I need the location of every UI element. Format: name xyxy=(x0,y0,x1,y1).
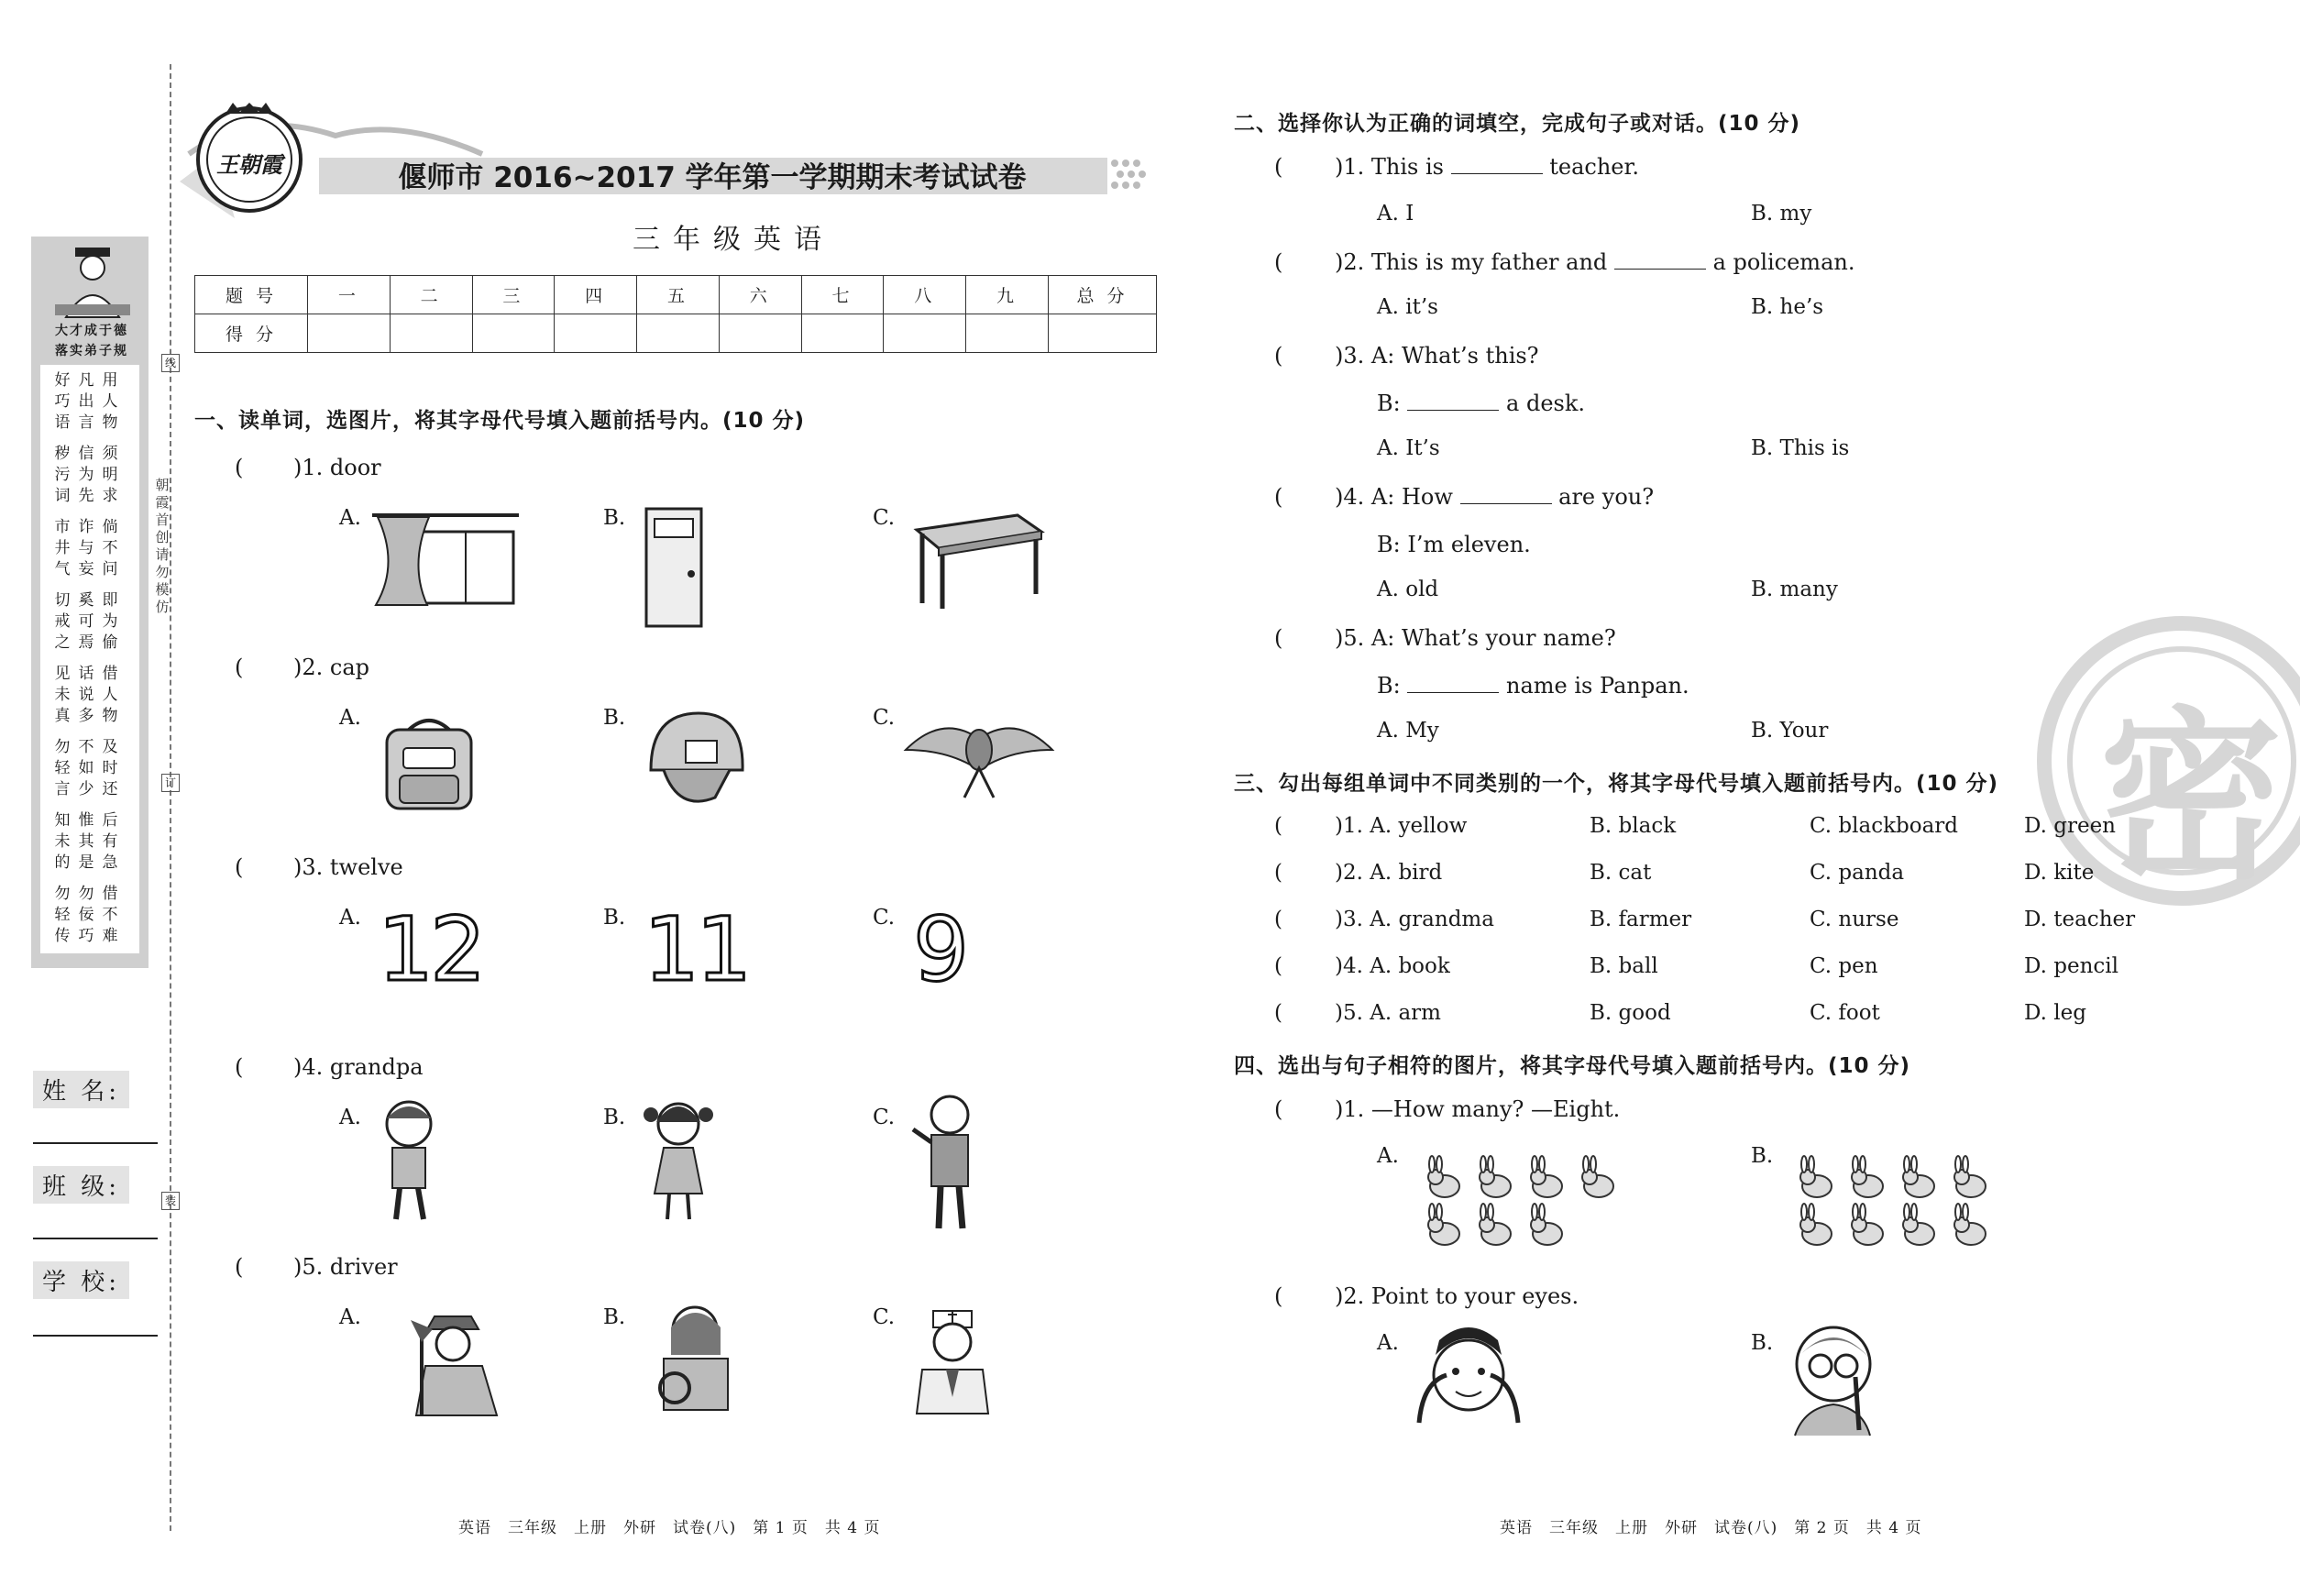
s2-q3-stem: )3. A: What’s this? xyxy=(1335,343,1539,369)
answer-paren[interactable]: ( xyxy=(235,1054,244,1080)
fill-blank[interactable] xyxy=(1407,674,1499,693)
s3-row-1-option-a: )1. A. yellow xyxy=(1335,814,1468,838)
fill-blank[interactable] xyxy=(1451,155,1543,174)
motto-line-1: 大才成于德 xyxy=(55,324,128,338)
banner-dots-icon xyxy=(1109,156,1155,196)
motto-column: 好巧语 xyxy=(54,371,71,432)
s3-row-4-option-d: D. pencil xyxy=(2024,954,2118,978)
s2-q1-option-b: B. my xyxy=(1751,202,1812,226)
s3-row-2-option-c: C. panda xyxy=(1810,861,1905,885)
doctor-icon xyxy=(911,1305,994,1415)
number-9-picture: 9 xyxy=(913,898,966,1001)
s4-q2-stem: )2. Point to your eyes. xyxy=(1335,1283,1579,1309)
schoolbag-icon xyxy=(372,711,486,814)
motto-column: 切戒之 xyxy=(54,591,71,652)
s1-q4-option-b: B. xyxy=(603,1106,626,1129)
score-cell[interactable] xyxy=(884,314,966,353)
s2-q3-line2-a: B: xyxy=(1377,391,1401,416)
exam-title: 偃师市 2016~2017 学年第一学期期末考试试卷 xyxy=(398,161,1027,194)
s2-q1-stem xyxy=(1335,154,1639,180)
cap-icon xyxy=(642,706,748,814)
s2-q2-stem-b: a policeman. xyxy=(1712,249,1855,275)
answer-paren[interactable]: ( xyxy=(1274,625,1283,651)
motto-column: 倘不问 xyxy=(102,518,118,578)
s1-q3-stem: )3. twelve xyxy=(293,854,403,880)
s2-q2-option-a: A. it’s xyxy=(1377,295,1438,319)
score-cell[interactable] xyxy=(637,314,720,353)
score-cell[interactable] xyxy=(390,314,472,353)
s2-q5-line2 xyxy=(1377,673,1689,699)
answer-paren[interactable]: ( xyxy=(235,655,244,680)
s3-row-3-option-d: D. teacher xyxy=(2024,908,2136,931)
rabbit-icon xyxy=(1525,1205,1568,1249)
footer-right: 英语 三年级 上册 外研 试卷(八) 第 2 页 共 4 页 xyxy=(1500,1519,1922,1537)
name-field[interactable] xyxy=(33,1142,158,1144)
row-header-score: 得 分 xyxy=(195,314,308,353)
s3-row-3-option-c: C. nurse xyxy=(1810,908,1899,931)
rabbit-icon xyxy=(1474,1157,1516,1201)
man-pointing-glasses-icon xyxy=(1786,1320,1877,1437)
answer-paren[interactable]: ( xyxy=(235,854,244,880)
fill-blank[interactable] xyxy=(1460,485,1552,504)
s2-q5-line2-a: B: xyxy=(1377,673,1401,699)
s4-q2-option-a: A. xyxy=(1377,1331,1399,1355)
class-label: 班 级: xyxy=(33,1166,129,1204)
exam-subtitle: 三年级英语 xyxy=(633,224,834,256)
rabbit-icon xyxy=(1423,1205,1465,1249)
col-3: 三 xyxy=(472,276,555,314)
motto-column: 勿轻传 xyxy=(54,885,71,945)
s2-q4-stem-a: )4. A: How xyxy=(1335,484,1453,510)
s2-q4-option-a: A. old xyxy=(1377,578,1439,601)
s3-row-5-option-a: )5. A. arm xyxy=(1335,1001,1441,1025)
rabbit-icon xyxy=(1949,1157,1991,1201)
s1-q3-option-b: B. xyxy=(603,906,626,930)
s4-q1-option-b: B. xyxy=(1751,1144,1774,1168)
s2-q3-option-b: B. This is xyxy=(1751,436,1850,460)
col-9: 九 xyxy=(966,276,1049,314)
score-cell[interactable] xyxy=(801,314,884,353)
fill-blank[interactable] xyxy=(1614,250,1706,270)
s2-q1-option-a: A. I xyxy=(1377,202,1414,226)
s1-q1-option-a: A. xyxy=(339,506,361,530)
motto-column: 知未的 xyxy=(54,811,71,872)
rabbit-icon xyxy=(1898,1157,1940,1201)
answer-paren[interactable]: ( xyxy=(1274,814,1282,838)
grandpa-icon xyxy=(908,1091,985,1234)
col-6: 六 xyxy=(719,276,801,314)
answer-paren[interactable]: ( xyxy=(1274,861,1282,885)
score-cell[interactable] xyxy=(472,314,555,353)
rabbit-icon xyxy=(1795,1157,1837,1201)
section1-title: 一、读单词，选图片，将其字母代号填入题前括号内。(10 分) xyxy=(194,409,806,433)
s2-q3-line2 xyxy=(1377,391,1585,416)
motto-line-2: 落实弟子规 xyxy=(55,344,128,358)
s1-q4-option-a: A. xyxy=(339,1106,361,1129)
fill-blank[interactable] xyxy=(1407,391,1499,411)
answer-paren[interactable]: ( xyxy=(235,455,244,480)
col-7: 七 xyxy=(801,276,884,314)
bird-kite-icon xyxy=(906,713,1052,801)
s3-row-4-option-c: C. pen xyxy=(1810,954,1878,978)
s2-q4-stem xyxy=(1335,484,1654,510)
s1-q1-stem: )1. door xyxy=(293,455,381,480)
s3-row-2-option-d: D. kite xyxy=(2024,861,2095,885)
score-value-row xyxy=(195,314,1157,353)
score-cell[interactable] xyxy=(1049,314,1157,353)
score-cell[interactable] xyxy=(308,314,391,353)
s1-q4-option-c: C. xyxy=(873,1106,896,1129)
motto-column: 即为偷 xyxy=(102,591,118,652)
s3-row-1-option-d: D. green xyxy=(2024,814,2116,838)
s2-q2-stem-a: )2. This is my father and xyxy=(1335,249,1608,275)
s3-row-2-option-b: B. cat xyxy=(1590,861,1652,885)
s2-q5-option-a: A. My xyxy=(1377,719,1439,743)
s3-row-5-option-c: C. foot xyxy=(1810,1001,1880,1025)
s1-q2-stem: )2. cap xyxy=(293,655,370,680)
seal-mark-1: 线 xyxy=(161,354,180,372)
score-cell[interactable] xyxy=(719,314,801,353)
rabbit-icon xyxy=(1846,1205,1888,1249)
s3-row-1-option-b: B. black xyxy=(1590,814,1677,838)
s3-row-2-option-a: )2. A. bird xyxy=(1335,861,1443,885)
answer-paren[interactable]: ( xyxy=(1274,343,1283,369)
motto-column: 勿轻言 xyxy=(54,738,71,798)
answer-paren[interactable]: ( xyxy=(1274,1096,1283,1122)
s1-q5-option-b: B. xyxy=(603,1305,626,1329)
name-label: 姓 名: xyxy=(33,1071,129,1108)
s2-q4-line2: B: I’m eleven. xyxy=(1377,532,1531,557)
class-field[interactable] xyxy=(33,1238,158,1239)
s1-q3-option-a: A. xyxy=(339,906,361,930)
answer-paren[interactable]: ( xyxy=(1274,1283,1283,1309)
window-curtain-icon xyxy=(372,510,519,611)
motto-column: 惟其是 xyxy=(78,811,94,872)
row-header-number: 题 号 xyxy=(195,276,308,314)
answer-paren[interactable]: ( xyxy=(1274,249,1283,275)
s2-q3-option-a: A. It’s xyxy=(1377,436,1440,460)
s3-row-1-option-c: C. blackboard xyxy=(1810,814,1959,838)
score-header-row xyxy=(195,276,1157,314)
s4-q1-stem: )1. —How many? —Eight. xyxy=(1335,1096,1621,1122)
motto-column: 见未真 xyxy=(54,665,71,725)
s2-q2-stem xyxy=(1335,249,1854,275)
answer-paren[interactable]: ( xyxy=(235,1254,244,1280)
s3-row-3-option-a: )3. A. grandma xyxy=(1335,908,1494,931)
s2-q5-line2-b: name is Panpan. xyxy=(1506,673,1689,699)
answer-paren[interactable]: ( xyxy=(1274,954,1282,978)
motto-column: 勿佞巧 xyxy=(78,885,94,945)
score-table xyxy=(194,275,1157,353)
motto-column: 市井气 xyxy=(54,518,71,578)
door-icon xyxy=(644,506,704,629)
s2-q4-stem-b: are you? xyxy=(1558,484,1655,510)
motto-column: 凡出言 xyxy=(78,371,94,432)
motto-column: 用人物 xyxy=(102,371,118,432)
rabbit-icon xyxy=(1423,1157,1465,1201)
s1-q2-option-a: A. xyxy=(339,706,361,730)
motto-column: 借人物 xyxy=(102,665,118,725)
s3-row-5-option-d: D. leg xyxy=(2024,1001,2086,1025)
score-cell[interactable] xyxy=(555,314,637,353)
section3-title: 三、勾出每组单词中不同类别的一个，将其字母代号填入题前括号内。(10 分) xyxy=(1234,772,1999,796)
s1-q1-option-b: B. xyxy=(603,506,626,530)
logo-text: 王朝霞 xyxy=(216,151,282,178)
col-8: 八 xyxy=(884,276,966,314)
s1-q5-option-a: A. xyxy=(339,1305,361,1329)
motto-column: 秽污词 xyxy=(54,445,71,505)
col-1: 一 xyxy=(308,276,391,314)
motto-column: 借不难 xyxy=(102,885,118,945)
rabbit-icon xyxy=(1577,1157,1619,1201)
s4-q2-option-b: B. xyxy=(1751,1331,1774,1355)
girl-icon xyxy=(642,1096,715,1225)
s1-q5-stem: )5. driver xyxy=(293,1254,398,1280)
seal-mark-2: 订 xyxy=(161,774,180,792)
school-label: 学 校: xyxy=(33,1261,129,1299)
binding-dash-line xyxy=(170,64,171,1531)
rabbit-icon xyxy=(1898,1205,1940,1249)
answer-paren[interactable]: ( xyxy=(1274,908,1282,931)
copyright-note: 朝霞首创 请勿模仿 xyxy=(155,477,170,615)
rabbit-icon xyxy=(1474,1205,1516,1249)
col-2: 二 xyxy=(390,276,472,314)
s4-q1-option-a: A. xyxy=(1377,1144,1399,1168)
boy-icon xyxy=(372,1096,446,1225)
s2-q3-line2-b: a desk. xyxy=(1506,391,1586,416)
seal-mark-3: 装 xyxy=(161,1192,180,1210)
s1-q1-option-c: C. xyxy=(873,506,896,530)
farmer-icon xyxy=(380,1302,513,1415)
s2-q2-option-b: B. he’s xyxy=(1751,295,1824,319)
watermark-text: 密 xyxy=(2099,691,2283,905)
s2-q1-stem-a: )1. This is xyxy=(1335,154,1444,180)
motto-column: 奚可焉 xyxy=(78,591,94,652)
s1-q5-option-c: C. xyxy=(873,1305,896,1329)
driver-icon xyxy=(644,1300,741,1414)
motto-column: 信为先 xyxy=(78,445,94,505)
scholar-figure-icon xyxy=(48,246,138,321)
section4-title: 四、选出与句子相符的图片，将其字母代号填入题前括号内。(10 分) xyxy=(1234,1054,1911,1078)
section2-title: 二、选择你认为正确的词填空，完成句子或对话。(10 分) xyxy=(1234,112,1801,136)
rabbit-icon xyxy=(1795,1205,1837,1249)
s3-row-4-option-b: B. ball xyxy=(1590,954,1658,978)
s1-q2-option-b: B. xyxy=(603,706,626,730)
boy-pointing-eyes-icon xyxy=(1410,1327,1527,1426)
rabbit-icon xyxy=(1949,1205,1991,1249)
s1-q3-option-c: C. xyxy=(873,906,896,930)
number-12-picture: 12 xyxy=(378,898,483,1001)
motto-column: 后有急 xyxy=(102,811,118,872)
s3-row-5-option-b: B. good xyxy=(1590,1001,1671,1025)
s2-q5-stem: )5. A: What’s your name? xyxy=(1335,625,1616,651)
s1-q4-stem: )4. grandpa xyxy=(293,1054,424,1080)
col-5: 五 xyxy=(637,276,720,314)
motto-column: 不如少 xyxy=(78,738,94,798)
motto-column: 话说多 xyxy=(78,665,94,725)
table-icon xyxy=(911,512,1045,612)
motto-column: 诈与妄 xyxy=(78,518,94,578)
rabbit-icon xyxy=(1846,1157,1888,1201)
rabbit-icon xyxy=(1525,1157,1568,1201)
number-11-picture: 11 xyxy=(644,898,749,1001)
s2-q4-option-b: B. many xyxy=(1751,578,1838,601)
motto-column: 及时还 xyxy=(102,738,118,798)
answer-paren[interactable]: ( xyxy=(1274,1001,1282,1025)
s2-q1-stem-b: teacher. xyxy=(1549,154,1639,180)
school-field[interactable] xyxy=(33,1335,158,1337)
col-total: 总 分 xyxy=(1049,276,1157,314)
s1-q2-option-c: C. xyxy=(873,706,896,730)
s2-q5-option-b: B. Your xyxy=(1751,719,1829,743)
answer-paren[interactable]: ( xyxy=(1274,154,1283,180)
s3-row-4-option-a: )4. A. book xyxy=(1335,954,1450,978)
motto-column: 须明求 xyxy=(102,445,118,505)
score-cell[interactable] xyxy=(966,314,1049,353)
s3-row-3-option-b: B. farmer xyxy=(1590,908,1692,931)
answer-paren[interactable]: ( xyxy=(1274,484,1283,510)
col-4: 四 xyxy=(555,276,637,314)
footer-left: 英语 三年级 上册 外研 试卷(八) 第 1 页 共 4 页 xyxy=(458,1519,881,1537)
